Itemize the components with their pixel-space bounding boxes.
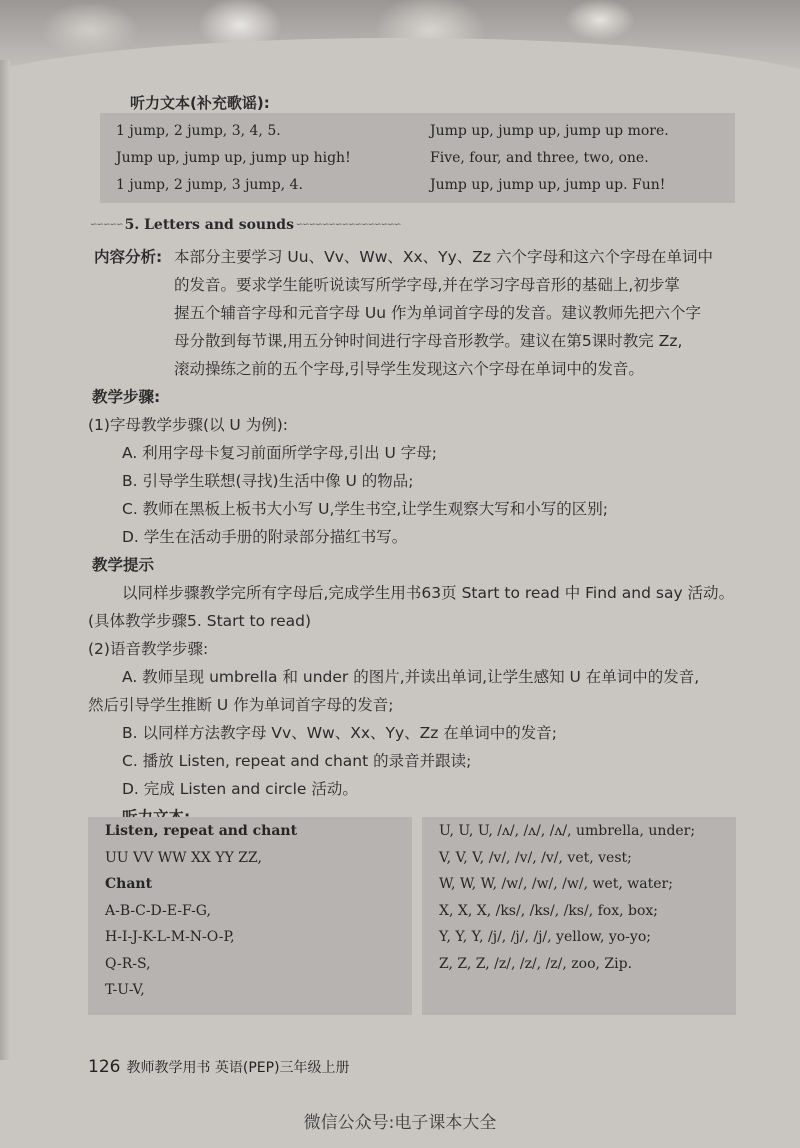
step2-item: C. 播放 Listen, repeat and chant 的录音并跟读; bbox=[122, 752, 472, 770]
teaching-tips-line: (具体教学步骤5. Start to read) bbox=[88, 612, 311, 630]
wave-ornament-left: ∽∽∽∽∽ bbox=[90, 220, 125, 230]
chant-line: Jump up, jump up, jump up high! bbox=[116, 150, 351, 166]
analysis-line: 母分散到每节课,用五分钟时间进行字母音形教学。建议在第5课时教完 Zz, bbox=[174, 332, 683, 350]
listen-supplement-box bbox=[100, 113, 735, 203]
teaching-tips-line: 以同样步骤教学完所有字母后,完成学生用书63页 Start to read 中 Find and say 活动。 bbox=[122, 584, 735, 602]
step1-item: B. 引导学生联想(寻找)生活中像 U 的物品; bbox=[122, 472, 414, 490]
phonics-line: U, U, U, /ʌ/, /ʌ/, /ʌ/, umbrella, under; bbox=[439, 823, 696, 839]
wave-ornament-right: ∽∽∽∽∽∽∽∽∽∽∽∽∽∽∽∽ bbox=[293, 220, 401, 230]
chant-line: Q-R-S, bbox=[105, 956, 151, 972]
phonics-line: W, W, W, /w/, /w/, /w/, wet, water; bbox=[439, 876, 673, 892]
watermark: 微信公众号:电子课本大全 bbox=[303, 1113, 497, 1133]
phonics-line: Y, Y, Y, /j/, /j/, /j/, yellow, yo-yo; bbox=[439, 929, 651, 945]
listen-text-left-box bbox=[88, 817, 412, 1015]
analysis-line: 的发音。要求学生能听说读写所学字母,并在学习字母音形的基础上,初步掌 bbox=[174, 276, 680, 294]
book-title: 教师教学用书 英语(PEP)三年级上册 bbox=[126, 1060, 350, 1076]
step1-heading: (1)字母教学步骤(以 U 为例): bbox=[88, 416, 288, 434]
teaching-steps-heading: 教学步骤: bbox=[92, 388, 161, 406]
chant-line: Jump up, jump up, jump up. Fun! bbox=[430, 177, 666, 193]
chant-line: T-U-V, bbox=[105, 982, 145, 998]
step1-item: D. 学生在活动手册的附录部分描红书写。 bbox=[122, 528, 408, 546]
step1-item: A. 利用字母卡复习前面所学字母,引出 U 字母; bbox=[122, 444, 438, 462]
chant-line: A-B-C-D-E-F-G, bbox=[105, 903, 211, 919]
content-analysis-label: 内容分析: bbox=[94, 248, 163, 266]
chant-title: Chant bbox=[105, 876, 153, 892]
section-title-text: 5. Letters and sounds bbox=[124, 217, 294, 233]
listen-title: Listen, repeat and chant bbox=[105, 823, 298, 839]
listen-text-right-box bbox=[422, 817, 736, 1015]
phonics-line: X, X, X, /ks/, /ks/, /ks/, fox, box; bbox=[439, 903, 659, 919]
analysis-line: 滚动操练之前的五个字母,引导学生发现这六个字母在单词中的发音。 bbox=[174, 360, 644, 378]
listen-supplement-heading: 听力文本(补充歌谣): bbox=[130, 94, 270, 112]
phonics-line: V, V, V, /v/, /v/, /v/, vet, vest; bbox=[439, 850, 632, 866]
chant-line: Jump up, jump up, jump up more. bbox=[430, 123, 669, 139]
analysis-line: 本部分主要学习 Uu、Vv、Ww、Xx、Yy、Zz 六个字母和这六个字母在单词中 bbox=[174, 248, 713, 266]
page-footer bbox=[88, 1057, 350, 1077]
step2-item: B. 以同样方法教字母 Vv、Ww、Xx、Yy、Zz 在单词中的发音; bbox=[122, 724, 558, 742]
step2-item: D. 完成 Listen and circle 活动。 bbox=[122, 780, 358, 798]
listen-line: UU VV WW XX YY ZZ, bbox=[105, 850, 262, 866]
step1-item: C. 教师在黑板上板书大小写 U,学生书空,让学生观察大写和小写的区别; bbox=[122, 500, 609, 518]
step2-item: A. 教师呈现 umbrella 和 under 的图片,并读出单词,让学生感知 U 在单词中的发音, bbox=[122, 668, 700, 686]
analysis-line: 握五个辅音字母和元音字母 Uu 作为单词首字母的发音。建议教师先把六个字 bbox=[174, 304, 702, 322]
step2-heading: (2)语音教学步骤: bbox=[88, 640, 209, 658]
chant-line: 1 jump, 2 jump, 3, 4, 5. bbox=[116, 123, 281, 139]
phonics-line: Z, Z, Z, /z/, /z/, /z/, zoo, Zip. bbox=[439, 956, 633, 972]
teaching-tips-heading: 教学提示 bbox=[92, 556, 155, 574]
chant-line: Five, four, and three, two, one. bbox=[430, 150, 649, 166]
page-number: 126 bbox=[88, 1057, 121, 1077]
chant-line: 1 jump, 2 jump, 3 jump, 4. bbox=[116, 177, 303, 193]
chant-line: H-I-J-K-L-M-N-O-P, bbox=[105, 929, 235, 945]
section-title bbox=[90, 217, 400, 233]
step2-item: 然后引导学生推断 U 作为单词首字母的发音; bbox=[88, 696, 394, 714]
